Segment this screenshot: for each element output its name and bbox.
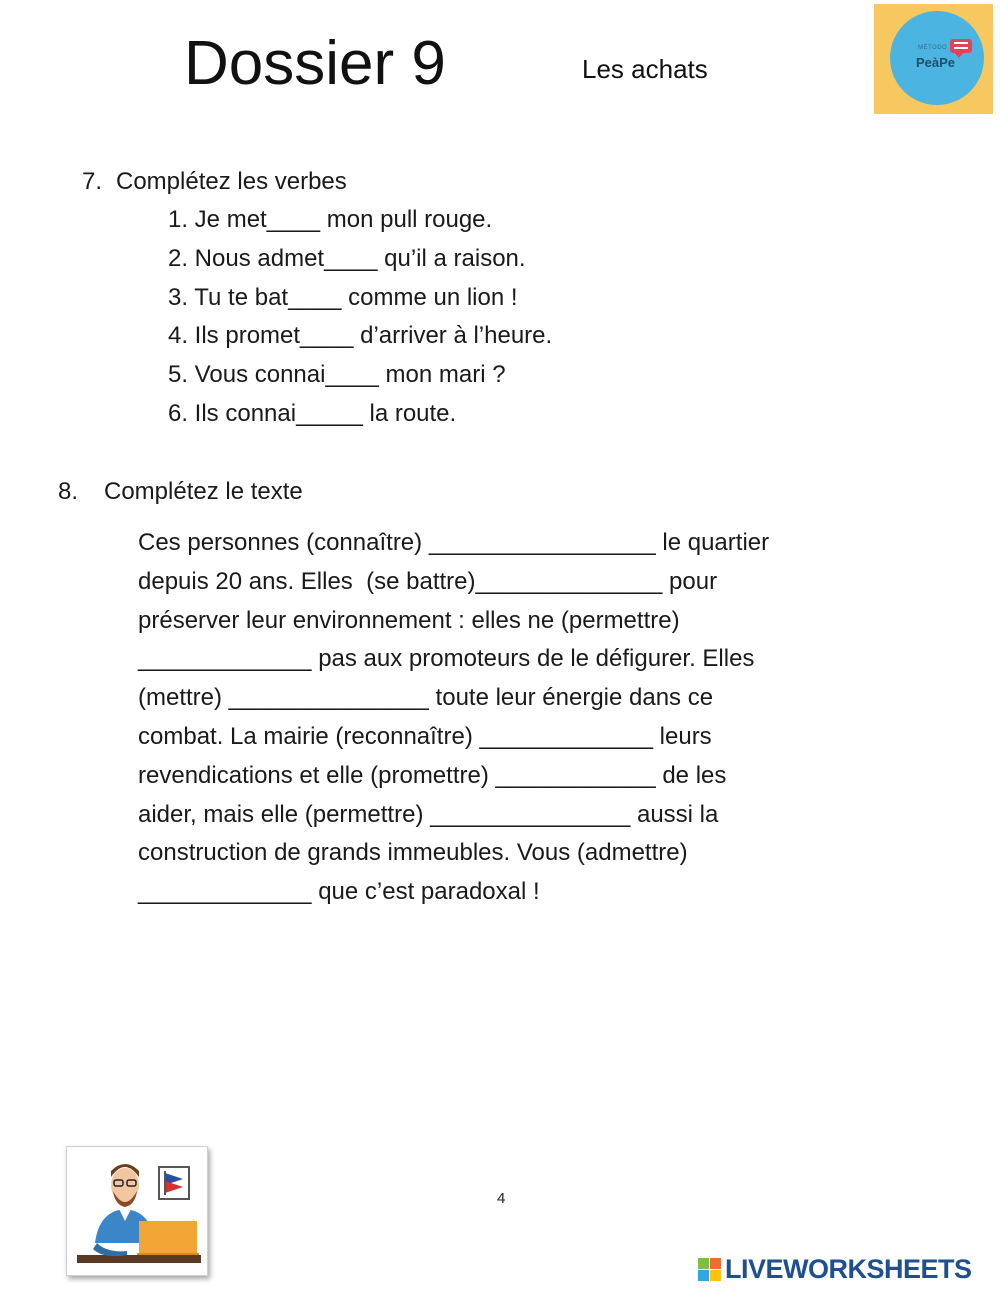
peape-logo	[874, 4, 993, 114]
verb-exercise-item: 1. Je met____ mon pull rouge.	[168, 206, 493, 233]
paragraph-line: aider, mais elle (permettre) _______________ aussi la	[138, 800, 719, 828]
verb-exercise-item: 5. Vous connai____ mon mari ?	[168, 361, 506, 389]
paragraph-line: _____________ pas aux promoteurs de le défigurer. Elles	[138, 645, 755, 673]
page-subtitle: Les achats	[582, 54, 708, 84]
section-7-heading	[82, 167, 347, 197]
page-number: 4	[497, 1190, 506, 1207]
speech-bubble-icon	[950, 39, 972, 53]
section-7-title: Complétez les verbes	[116, 168, 347, 195]
liveworksheets-logo-icon	[698, 1258, 722, 1282]
section-7-number: 7.	[82, 168, 103, 195]
verb-exercise-list	[168, 204, 552, 437]
paragraph-line: depuis 20 ans. Elles (se battre)______________ pour	[138, 567, 718, 595]
paragraph-line: revendications et elle (promettre) ____________ de les	[138, 761, 727, 789]
logo-small-text: MÉTODO	[918, 45, 948, 51]
paragraph-line: _____________ que c’est paradoxal !	[138, 878, 540, 906]
paragraph-line: combat. La mairie (reconnaître) _____________ leurs	[138, 722, 712, 750]
logo-text: PeàPe	[916, 55, 956, 70]
teacher-illustration	[66, 1146, 208, 1276]
logo-circle	[890, 11, 984, 105]
paragraph-line: construction de grands immeubles. Vous (admettre)	[138, 839, 688, 867]
verb-exercise-item: 2. Nous admet____ qu’il a raison.	[168, 244, 526, 272]
section-8-heading	[58, 477, 303, 507]
paragraph-line: (mettre) _______________ toute leur énergie dans ce	[138, 684, 714, 712]
paragraph-line: préserver leur environnement : elles ne (permettre)	[138, 606, 680, 634]
section-8-title: Complétez le texte	[104, 478, 303, 505]
page-title: Dossier 9	[184, 29, 446, 98]
verb-exercise-item: 3. Tu te bat____ comme un lion !	[168, 283, 518, 311]
section-8-number: 8.	[58, 478, 79, 505]
paragraph-line: Ces personnes (connaître) _________________ le quartier	[138, 529, 770, 556]
liveworksheets-brand-text: LIVEWORKSHEETS	[725, 1254, 972, 1284]
verb-exercise-item: 4. Ils promet____ d’arriver à l’heure.	[168, 322, 553, 350]
verb-exercise-item: 6. Ils connai_____ la route.	[168, 399, 457, 427]
flag-icon	[159, 1167, 189, 1199]
text-exercise-paragraph	[138, 527, 769, 915]
